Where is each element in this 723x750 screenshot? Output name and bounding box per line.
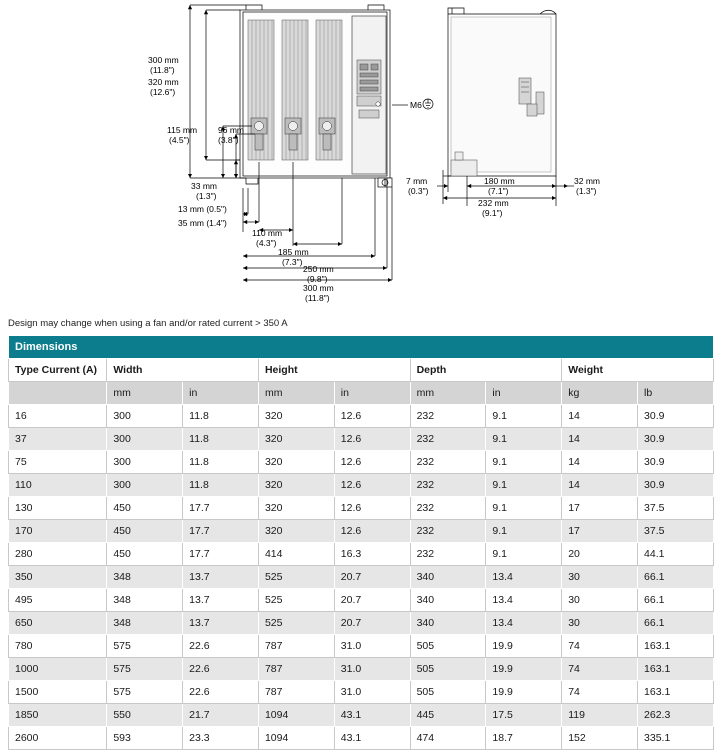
table-cell: 22.6: [183, 681, 259, 704]
table-cell: 14: [562, 451, 638, 474]
label-7mm: 7 mm: [406, 176, 428, 186]
label-320in-height: (12.6"): [150, 87, 176, 97]
table-cell: 17.7: [183, 497, 259, 520]
table-cell: 1500: [9, 681, 107, 704]
table-cell: 74: [562, 635, 638, 658]
label-320mm-height: 320 mm: [148, 77, 179, 87]
table-row: [9, 635, 714, 658]
table-cell: 505: [410, 681, 486, 704]
table-cell: 43.1: [334, 704, 410, 727]
table-cell: 11.8: [183, 451, 259, 474]
table-row: [9, 474, 714, 497]
table-cell: 340: [410, 589, 486, 612]
dimensions-table: [8, 335, 714, 750]
design-note: Design may change when using a fan and/or rated current > 350 A: [8, 318, 288, 329]
table-cell: 787: [258, 681, 334, 704]
table-cell: 2600: [9, 727, 107, 750]
label-232mm: 232 mm: [478, 198, 509, 208]
table-cell: 13.7: [183, 589, 259, 612]
table-cell: 262.3: [638, 704, 714, 727]
table-cell: 1850: [9, 704, 107, 727]
unit-width-mm: mm: [107, 382, 183, 405]
table-group-header-row: [9, 359, 714, 382]
table-cell: 787: [258, 635, 334, 658]
table-cell: 550: [107, 704, 183, 727]
label-300mm-width: 300 mm: [303, 283, 334, 293]
table-cell: 232: [410, 428, 486, 451]
group-header-depth: Depth: [410, 359, 562, 382]
table-cell: 348: [107, 612, 183, 635]
label-180mm: 180 mm: [484, 176, 515, 186]
table-row: [9, 727, 714, 750]
label-185in: (7.3"): [282, 257, 303, 267]
table-unit-header-row: [9, 382, 714, 405]
label-32mm: 32 mm: [574, 176, 600, 186]
table-row: [9, 543, 714, 566]
table-cell: 300: [107, 428, 183, 451]
table-cell: 13.4: [486, 566, 562, 589]
table-cell: 16.3: [334, 543, 410, 566]
table-cell: 20.7: [334, 589, 410, 612]
label-300mm-height: 300 mm: [148, 55, 179, 65]
table-cell: 320: [258, 520, 334, 543]
table-title: Dimensions: [9, 336, 714, 359]
table-cell: 12.6: [334, 405, 410, 428]
technical-drawing: [0, 0, 723, 318]
table-cell: 23.3: [183, 727, 259, 750]
table-cell: 43.1: [334, 727, 410, 750]
table-cell: 66.1: [638, 566, 714, 589]
table-cell: 232: [410, 474, 486, 497]
table-cell: 37.5: [638, 520, 714, 543]
label-250mm: 250 mm: [303, 264, 334, 274]
table-cell: 66.1: [638, 612, 714, 635]
label-32in: (1.3"): [576, 186, 597, 196]
table-cell: 450: [107, 497, 183, 520]
label-300in-height: (11.8"): [150, 65, 175, 75]
table-cell: 30: [562, 566, 638, 589]
table-cell: 14: [562, 474, 638, 497]
table-cell: 163.1: [638, 635, 714, 658]
table-cell: 280: [9, 543, 107, 566]
table-cell: 575: [107, 658, 183, 681]
table-cell: 16: [9, 405, 107, 428]
table-row: [9, 405, 714, 428]
group-header-width: Width: [107, 359, 259, 382]
table-row: [9, 612, 714, 635]
table-cell: 505: [410, 635, 486, 658]
table-row: [9, 681, 714, 704]
table-cell: 232: [410, 405, 486, 428]
label-110in: (4.3"): [256, 238, 277, 248]
table-cell: 31.0: [334, 681, 410, 704]
label-33in: (1.3"): [196, 191, 217, 201]
earth-ground-icon: [423, 99, 433, 109]
label-180in: (7.1"): [488, 186, 509, 196]
table-cell: 19.9: [486, 681, 562, 704]
table-cell: 163.1: [638, 681, 714, 704]
table-cell: 30.9: [638, 428, 714, 451]
unit-weight-kg: kg: [562, 382, 638, 405]
table-cell: 14: [562, 405, 638, 428]
table-cell: 787: [258, 658, 334, 681]
table-cell: 9.1: [486, 543, 562, 566]
table-cell: 163.1: [638, 658, 714, 681]
table-cell: 495: [9, 589, 107, 612]
label-m6: M6: [410, 100, 422, 110]
table-cell: 12.6: [334, 428, 410, 451]
table-cell: 340: [410, 566, 486, 589]
table-cell: 525: [258, 612, 334, 635]
table-cell: 320: [258, 474, 334, 497]
table-cell: 12.6: [334, 520, 410, 543]
table-cell: 320: [258, 497, 334, 520]
table-cell: 30: [562, 612, 638, 635]
table-cell: 1094: [258, 704, 334, 727]
table-cell: 300: [107, 405, 183, 428]
label-185mm: 185 mm: [278, 247, 309, 257]
table-cell: 110: [9, 474, 107, 497]
table-cell: 350: [9, 566, 107, 589]
table-cell: 9.1: [486, 497, 562, 520]
table-cell: 232: [410, 520, 486, 543]
table-cell: 340: [410, 612, 486, 635]
table-cell: 170: [9, 520, 107, 543]
label-33mm: 33 mm: [191, 181, 217, 191]
table-cell: 13.4: [486, 612, 562, 635]
table-cell: 18.7: [486, 727, 562, 750]
table-cell: 300: [107, 451, 183, 474]
table-cell: 320: [258, 428, 334, 451]
table-row: [9, 566, 714, 589]
table-cell: 525: [258, 589, 334, 612]
table-cell: 9.1: [486, 428, 562, 451]
table-cell: 74: [562, 658, 638, 681]
table-cell: 20.7: [334, 566, 410, 589]
unit-weight-lb: lb: [638, 382, 714, 405]
table-cell: 300: [107, 474, 183, 497]
table-cell: 22.6: [183, 635, 259, 658]
table-cell: 31.0: [334, 635, 410, 658]
table-cell: 21.7: [183, 704, 259, 727]
table-row: [9, 704, 714, 727]
table-cell: 232: [410, 451, 486, 474]
table-cell: 9.1: [486, 451, 562, 474]
table-cell: 575: [107, 681, 183, 704]
table-cell: 130: [9, 497, 107, 520]
table-cell: 1094: [258, 727, 334, 750]
table-cell: 17: [562, 520, 638, 543]
drawing-svg: [0, 0, 723, 318]
table-cell: 320: [258, 451, 334, 474]
table-cell: 30.9: [638, 451, 714, 474]
table-cell: 14: [562, 428, 638, 451]
table-cell: 17.5: [486, 704, 562, 727]
table-cell: 13.7: [183, 612, 259, 635]
table-cell: 119: [562, 704, 638, 727]
table-cell: 505: [410, 658, 486, 681]
table-cell: 30.9: [638, 405, 714, 428]
table-cell: 66.1: [638, 589, 714, 612]
table-cell: 1000: [9, 658, 107, 681]
table-cell: 348: [107, 589, 183, 612]
label-232in: (9.1"): [482, 208, 503, 218]
table-cell: 30.9: [638, 474, 714, 497]
table-cell: 9.1: [486, 474, 562, 497]
label-110mm: 110 mm: [252, 228, 283, 238]
table-cell: 525: [258, 566, 334, 589]
group-header-type: Type Current (A): [9, 359, 107, 382]
label-96mm: 96 mm: [218, 125, 244, 135]
table-title-row: [9, 336, 714, 359]
unit-width-in: in: [183, 382, 259, 405]
table-cell: 19.9: [486, 635, 562, 658]
unit-height-mm: mm: [258, 382, 334, 405]
table-cell: 232: [410, 497, 486, 520]
label-250in: (9.8"): [307, 274, 328, 284]
table-cell: 450: [107, 543, 183, 566]
table-cell: 11.8: [183, 428, 259, 451]
table-cell: 650: [9, 612, 107, 635]
table-cell: 11.8: [183, 474, 259, 497]
table-cell: 11.8: [183, 405, 259, 428]
group-header-weight: Weight: [562, 359, 714, 382]
table-row: [9, 520, 714, 543]
table-cell: 20: [562, 543, 638, 566]
label-300in-width: (11.8"): [305, 293, 330, 303]
table-cell: 17: [562, 497, 638, 520]
table-cell: 12.6: [334, 451, 410, 474]
table-cell: 9.1: [486, 405, 562, 428]
table-row: [9, 451, 714, 474]
table-cell: 44.1: [638, 543, 714, 566]
table-cell: 9.1: [486, 520, 562, 543]
table-cell: 31.0: [334, 658, 410, 681]
table-cell: 320: [258, 405, 334, 428]
unit-height-in: in: [334, 382, 410, 405]
table-row: [9, 658, 714, 681]
table-cell: 22.6: [183, 658, 259, 681]
table-cell: 450: [107, 520, 183, 543]
label-7in: (0.3"): [408, 186, 429, 196]
table-cell: 17.7: [183, 543, 259, 566]
table-cell: 37: [9, 428, 107, 451]
label-115mm: 115 mm: [167, 125, 198, 135]
table-cell: 20.7: [334, 612, 410, 635]
table-row: [9, 428, 714, 451]
table-cell: 152: [562, 727, 638, 750]
table-cell: 474: [410, 727, 486, 750]
group-header-height: Height: [258, 359, 410, 382]
label-35mm: 35 mm (1.4"): [178, 218, 227, 228]
unit-depth-in: in: [486, 382, 562, 405]
table-cell: 593: [107, 727, 183, 750]
table-cell: 445: [410, 704, 486, 727]
table-cell: 74: [562, 681, 638, 704]
label-96in: (3.8"): [218, 135, 239, 145]
table-cell: 13.4: [486, 589, 562, 612]
table-cell: 335.1: [638, 727, 714, 750]
table-cell: 37.5: [638, 497, 714, 520]
table-cell: 13.7: [183, 566, 259, 589]
table-cell: 17.7: [183, 520, 259, 543]
table-cell: 414: [258, 543, 334, 566]
table-row: [9, 497, 714, 520]
label-115in: (4.5"): [169, 135, 190, 145]
table-cell: 75: [9, 451, 107, 474]
label-13mm: 13 mm (0.5"): [178, 204, 227, 214]
table-cell: 780: [9, 635, 107, 658]
unit-blank: [9, 382, 107, 405]
unit-depth-mm: mm: [410, 382, 486, 405]
table-cell: 232: [410, 543, 486, 566]
table-row: [9, 589, 714, 612]
table-cell: 575: [107, 635, 183, 658]
table-cell: 12.6: [334, 474, 410, 497]
table-cell: 19.9: [486, 658, 562, 681]
table-cell: 12.6: [334, 497, 410, 520]
table-cell: 348: [107, 566, 183, 589]
table-cell: 30: [562, 589, 638, 612]
